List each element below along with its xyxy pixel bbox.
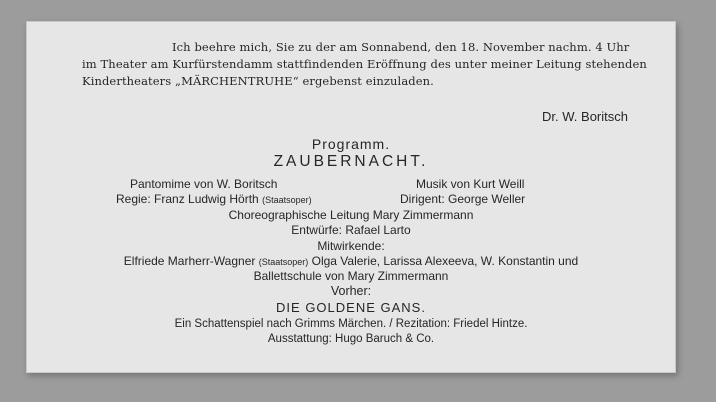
cast-lead: Elfriede Marherr-Wagner <box>123 254 256 268</box>
invitation-line-2: im Theater am Kurfürstendamm stattfindenden Eröffnung des unter meiner Leitung stehenden <box>82 57 647 71</box>
signature: Dr. W. Boritsch <box>542 109 628 124</box>
cast-line-2: Ballettschule von Mary Zimmermann <box>253 269 449 283</box>
equipment-credit: Ausstattung: Hugo Baruch & Co. <box>267 333 435 345</box>
direction-note: (Staatsoper) <box>262 195 312 205</box>
invitation-text <box>82 39 652 90</box>
direction-name: Regie: Franz Ludwig Hörth <box>116 192 259 206</box>
direction-credit <box>116 192 312 206</box>
before-heading: Vorher: <box>330 284 372 298</box>
cast-heading: Mitwirkende: <box>317 239 385 253</box>
cast-others: Olga Valerie, Larissa Alexeeva, W. Konstantin und <box>311 254 579 268</box>
second-title: DIE GOLDENE GANS. <box>276 300 426 315</box>
invitation-line-3: Kindertheaters „MÄRCHENTRUHE“ ergebenst einzuladen. <box>82 74 434 88</box>
cast-line-1 <box>26 254 676 268</box>
invitation-card <box>26 21 676 373</box>
invitation-line-1: Ich beehre mich, Sie zu der am Sonnabend, den 18. November nachm. 4 Uhr <box>172 40 630 54</box>
pantomime-credit: Pantomime von W. Boritsch <box>130 177 278 191</box>
music-credit: Musik von Kurt Weill <box>416 177 525 191</box>
choreography-credit: Choreographische Leitung Mary Zimmermann <box>228 208 474 222</box>
designs-credit: Entwürfe: Rafael Larto <box>291 223 411 237</box>
shadow-play-credit: Ein Schattenspiel nach Grimms Märchen. / Rezitation: Friedel Hintze. <box>174 318 528 330</box>
program-heading: Programm. <box>311 136 391 152</box>
program-title: ZAUBERNACHT. <box>273 153 429 170</box>
cast-lead-note: (Staatsoper) <box>258 257 309 267</box>
conductor-credit: Dirigent: George Weller <box>400 192 526 206</box>
